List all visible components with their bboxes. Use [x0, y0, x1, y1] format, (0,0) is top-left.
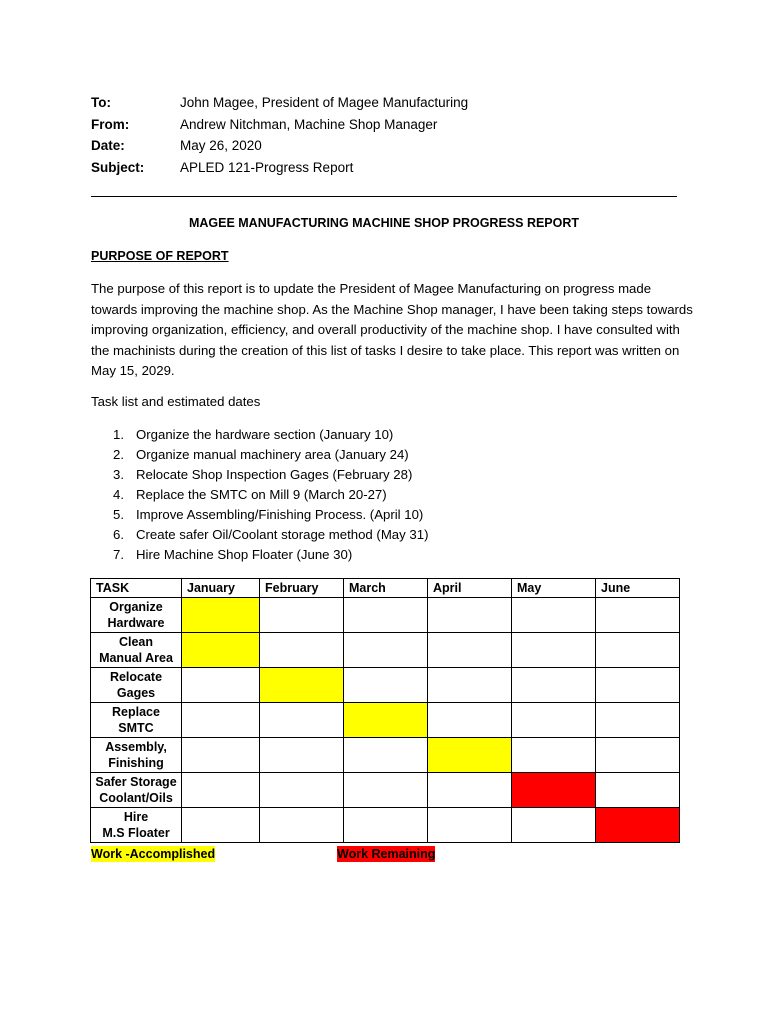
gantt-cell — [182, 738, 260, 773]
table-row — [91, 633, 680, 668]
report-title: MAGEE MANUFACTURING MACHINE SHOP PROGRESS REPORT — [188, 216, 580, 230]
task-name-cell — [91, 808, 182, 843]
list-item-number: 7. — [113, 547, 124, 562]
memo-subject-label: Subject: — [91, 160, 145, 175]
gantt-cell — [344, 633, 428, 668]
gantt-cell — [344, 773, 428, 808]
table-row — [91, 808, 680, 843]
task-name-line: Clean — [118, 635, 154, 649]
legend-work-accomplished: Work -Accomplished — [91, 847, 216, 861]
list-item-number: 6. — [113, 527, 124, 542]
gantt-bar-remaining — [596, 808, 680, 843]
list-item-text: Improve Assembling/Finishing Process. (April 10) — [136, 507, 424, 522]
list-item-number: 3. — [113, 467, 124, 482]
list-item-text: Organize manual machinery area (January 24) — [136, 447, 409, 462]
gantt-cell — [182, 668, 260, 703]
month-column-header: May — [512, 579, 596, 598]
memo-subject-value: APLED 121-Progress Report — [180, 160, 354, 175]
task-name-cell — [91, 738, 182, 773]
gantt-cell — [596, 773, 680, 808]
purpose-line: The purpose of this report is to update the President of Magee Manufacturing on progress made — [91, 281, 652, 296]
task-name-line: Assembly, — [105, 740, 167, 754]
list-item-text: Relocate Shop Inspection Gages (February 28) — [136, 467, 413, 482]
task-name-line: Gages — [116, 686, 156, 700]
task-name-line: M.S Floater — [102, 826, 170, 840]
memo-date-value: May 26, 2020 — [180, 138, 262, 153]
gantt-header-row — [91, 579, 680, 598]
gantt-cell — [260, 808, 344, 843]
gantt-cell — [428, 598, 512, 633]
gantt-cell — [260, 633, 344, 668]
gantt-cell — [512, 703, 596, 738]
list-item-text: Hire Machine Shop Floater (June 30) — [136, 547, 353, 562]
gantt-cell — [260, 703, 344, 738]
purpose-heading: PURPOSE OF REPORT — [91, 249, 229, 263]
gantt-bar-accomplished — [260, 668, 344, 703]
task-name-line: Hardware — [107, 616, 165, 630]
list-item-number: 4. — [113, 487, 124, 502]
task-name-cell — [91, 773, 182, 808]
month-column-header: January — [182, 579, 260, 598]
gantt-cell — [512, 808, 596, 843]
horizontal-rule — [91, 196, 677, 197]
gantt-cell — [596, 598, 680, 633]
table-row — [91, 773, 680, 808]
gantt-cell — [596, 703, 680, 738]
gantt-cell — [182, 703, 260, 738]
task-name-line: Finishing — [108, 756, 164, 770]
gantt-cell — [260, 773, 344, 808]
list-item-number: 5. — [113, 507, 124, 522]
gantt-cell — [428, 808, 512, 843]
gantt-cell — [596, 738, 680, 773]
gantt-cell — [428, 633, 512, 668]
gantt-cell — [344, 808, 428, 843]
task-name-line: Coolant/Oils — [99, 791, 173, 805]
gantt-cell — [428, 703, 512, 738]
gantt-cell — [512, 633, 596, 668]
month-column-header: March — [344, 579, 428, 598]
task-name-cell — [91, 668, 182, 703]
month-column-header: April — [428, 579, 512, 598]
purpose-line: improving organization, efficiency, and overall productivity of the machine shop. I have consulted with — [91, 322, 680, 337]
gantt-cell — [182, 773, 260, 808]
list-item-number: 1. — [113, 427, 124, 442]
gantt-cell — [344, 668, 428, 703]
task-name-line: Organize — [109, 600, 163, 614]
task-name-line: Hire — [123, 810, 149, 824]
task-name-line: Relocate — [109, 670, 163, 684]
memo-to-value: John Magee, President of Magee Manufacturing — [180, 95, 469, 110]
list-item-number: 2. — [113, 447, 124, 462]
gantt-cell — [260, 598, 344, 633]
month-column-header: June — [596, 579, 680, 598]
task-name-line: Replace — [112, 705, 160, 719]
table-row — [91, 738, 680, 773]
gantt-cell — [512, 598, 596, 633]
gantt-cell — [344, 598, 428, 633]
memo-to-label: To: — [91, 95, 111, 110]
gantt-table — [90, 578, 680, 843]
gantt-bar-accomplished — [182, 598, 260, 633]
purpose-line: the machinists during the creation of this list of tasks I desire to take place. This report was written on — [91, 342, 680, 358]
memo-date-label: Date: — [91, 138, 125, 153]
memo-from-value: Andrew Nitchman, Machine Shop Manager — [180, 117, 438, 132]
gantt-cell — [344, 738, 428, 773]
month-column-header: February — [260, 579, 344, 598]
table-row — [91, 703, 680, 738]
gantt-bar-accomplished — [182, 633, 260, 668]
gantt-cell — [596, 633, 680, 668]
task-name-line: Safer Storage — [95, 775, 177, 789]
purpose-line: towards improving the machine shop. As the Machine Shop manager, I have been taking steps towards — [91, 301, 693, 317]
purpose-line: May 15, 2029. — [91, 363, 175, 378]
list-item-text: Replace the SMTC on Mill 9 (March 20-27) — [136, 487, 387, 502]
gantt-bar-accomplished — [428, 738, 512, 773]
gantt-bar-remaining — [512, 773, 596, 808]
list-item-text: Create safer Oil/Coolant storage method (May 31) — [136, 527, 429, 542]
task-list-intro: Task list and estimated dates — [91, 394, 261, 409]
gantt-cell — [428, 773, 512, 808]
purpose-paragraph — [91, 279, 691, 382]
gantt-cell — [512, 668, 596, 703]
list-item-text: Organize the hardware section (January 10) — [136, 427, 394, 442]
task-name-cell — [91, 598, 182, 633]
task-name-line: Manual Area — [99, 651, 173, 665]
table-row — [91, 668, 680, 703]
gantt-cell — [428, 668, 512, 703]
gantt-cell — [260, 738, 344, 773]
gantt-bar-accomplished — [344, 703, 428, 738]
task-column-header: TASK — [91, 579, 182, 598]
gantt-cell — [512, 738, 596, 773]
table-row — [91, 598, 680, 633]
gantt-cell — [182, 808, 260, 843]
task-name-line: SMTC — [118, 721, 154, 735]
task-name-cell — [91, 633, 182, 668]
memo-from-label: From: — [91, 117, 130, 132]
gantt-cell — [596, 668, 680, 703]
gantt-body — [91, 598, 680, 843]
task-name-cell — [91, 703, 182, 738]
legend-work-remaining: Work Remaining — [337, 847, 436, 861]
